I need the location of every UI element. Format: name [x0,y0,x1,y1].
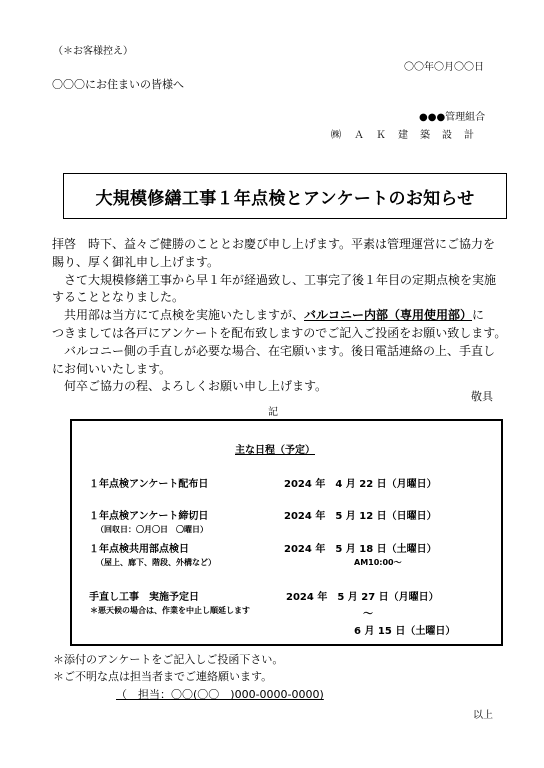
body-line: 何卒ご協力の程、よろしくお願い申し上げます。 [52,379,328,394]
weather-note: ＊悪天候の場合は、作業を中止し順延します [90,606,250,615]
issue-date: 〇〇年〇月〇〇日 [404,62,484,73]
schedule-item-label: １年点検アンケート配布日 [89,479,209,490]
footer-note: ＊ご不明な点は担当者までご連絡願います。 [53,670,273,683]
schedule-box [70,419,503,646]
schedule-item-label: 手直し工事 実施予定日 [89,592,199,603]
ki-label: 記 [268,407,278,418]
body-line: することとなりました。 [52,290,185,305]
body-line: 拝啓 時下、益々ご健勝のこととお慶び申し上げます。平素は管理運営にご協力を [52,237,496,251]
sender-company-mark: ㈱ [331,130,341,141]
body-line: にお伺いいたします。 [52,361,172,376]
end-ijou: 以上 [473,710,493,721]
letter-body [52,236,507,396]
schedule-heading: 主な日程（予定） [235,445,315,456]
schedule-item-date: 2024 年 4 月 22 日（月曜日） [284,479,437,490]
copy-label: （＊お客様控え） [53,46,133,57]
body-text-segment: に [472,308,485,323]
schedule-item-date: 2024 年 5 月 12 日（日曜日） [284,511,437,522]
body-line: さて大規模修繕工事から早１年が経過致し、工事完了後１年目の定期点検を実施 [52,272,497,287]
schedule-item-note: （回収日：〇月〇日 〇曜日） [96,525,208,534]
title-box [63,173,507,219]
document-title: 大規模修繕工事１年点検とアンケートのお知らせ [95,188,475,209]
contact-line: （ 担当：〇〇(〇〇 )000-0000-0000) [116,688,324,701]
schedule-item-note: （屋上、廊下、階段、外構など） [96,558,216,567]
body-line: バルコニー側の手直しが必要な場合、在宅願います。後日電話連絡の上、手直し [52,343,496,358]
sender-company-name: ＡＫ建築設計 [354,130,486,141]
schedule-item-date: 2024 年 5 月 18 日（土曜日） [284,544,437,555]
balcony-emphasis: バルコニー内部（専用使用部） [304,308,473,323]
body-line [52,307,507,325]
recipient-line: 〇〇〇にお住まいの皆様へ [52,78,184,91]
body-text-segment: 共用部は当方にて点検を実施いたしますが、 [52,308,305,323]
body-line: つきましては各戸にアンケートを配布致しますのでご記入ご投函をお願い致します。 [52,325,507,340]
body-line: 賜り、厚く御礼申し上げます。 [52,254,220,269]
inspection-time: AM10:00～ [354,558,402,567]
schedule-item-date: 2024 年 5 月 27 日（月曜日） [286,592,439,603]
date-range-tilde: ～ [363,609,373,620]
schedule-item-end-date: 6 月 15 日（土曜日） [354,626,456,637]
schedule-item-label: １年点検アンケート締切日 [89,511,209,522]
schedule-item-label: １年点検共用部点検日 [89,544,189,555]
sender-organization: ●●●管理組合 [419,112,486,123]
closing-keigu: 敬具 [471,390,493,403]
footer-note: ＊添付のアンケートをご記入しご投函下さい。 [53,653,284,666]
